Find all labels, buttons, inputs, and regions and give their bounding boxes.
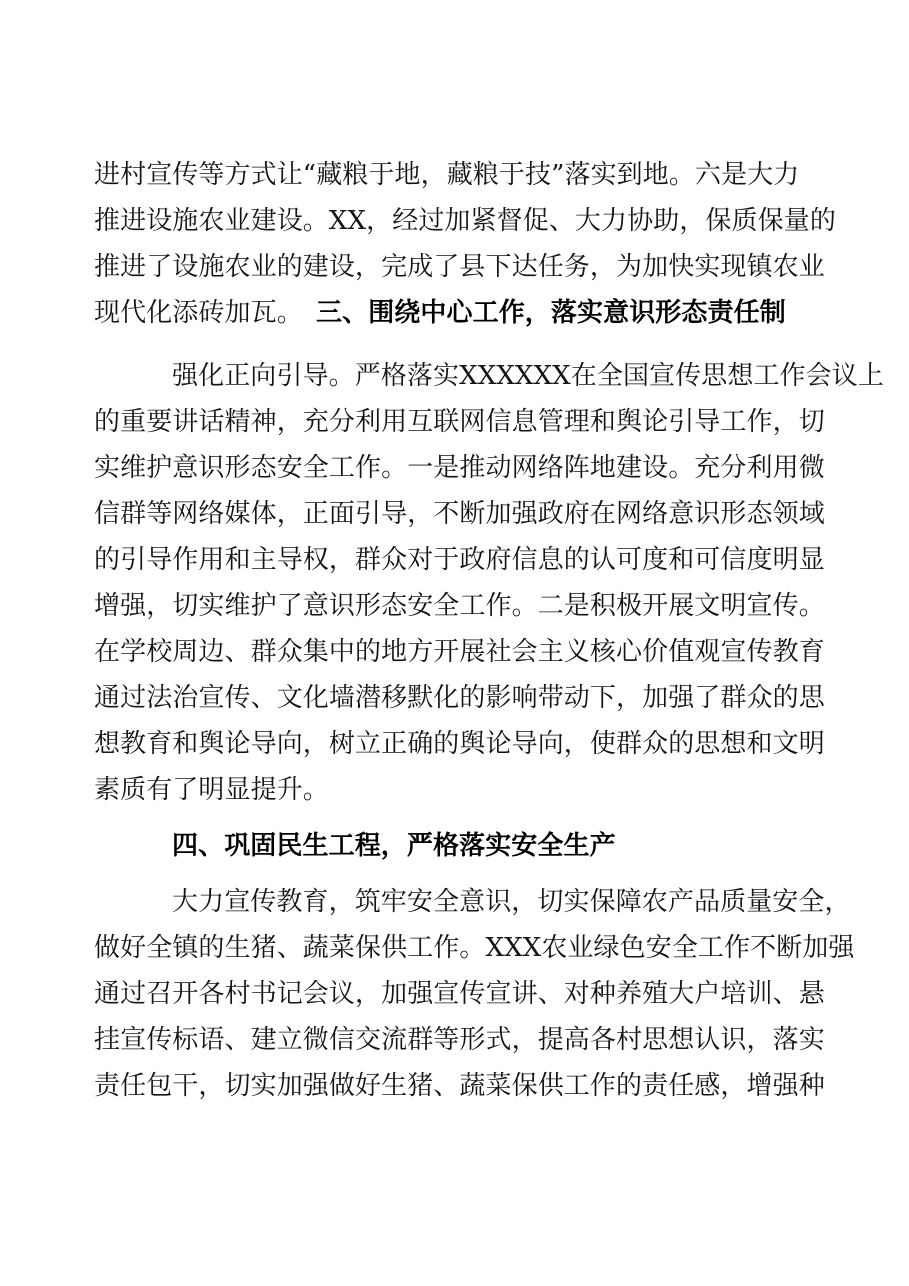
body-text-line: 在学校周边、群众集中的地方开展社会主义核心价值观宣传教育 xyxy=(94,637,825,667)
body-text-line: 信群等网络媒体，正面引导，不断加强政府在网络意识形态领域 xyxy=(94,499,825,529)
body-text-line: 进村宣传等方式让“藏粮于地，藏粮于技”落实到地。六是大力 xyxy=(94,160,800,190)
body-text-line: 通过召开各村书记会议，加强宣传宣讲、对种养殖大户培训、悬 xyxy=(94,979,825,1009)
body-text-line: 推进了设施农业的建设，完成了县下达任务，为加快实现镇农业 xyxy=(94,252,825,282)
section-heading-3: 三、围绕中心工作，落实意识形态责任制 xyxy=(316,298,786,328)
paragraph-first-line: 强化正向引导。严格落实XXXXXX在全国宣传思想工作会议上 xyxy=(172,361,884,391)
body-text-line: 的引导作用和主导权，群众对于政府信息的认可度和可信度明显 xyxy=(94,545,825,575)
body-text-line: 责任包干，切实加强做好生猪、蔬菜保供工作的责任感，增强种 xyxy=(94,1071,825,1101)
body-text-line: 现代化添砖加瓦。 xyxy=(94,298,303,328)
body-text-line: 的重要讲话精神，充分利用互联网信息管理和舆论引导工作，切 xyxy=(94,407,825,437)
body-text-line: 想教育和舆论导向，树立正确的舆论导向，使群众的思想和文明 xyxy=(94,729,825,759)
section-heading-4: 四、巩固民生工程，严格落实安全生产 xyxy=(172,831,616,861)
paragraph-first-line: 大力宣传教育，筑牢安全意识，切实保障农产品质量安全， xyxy=(172,887,851,917)
body-text-line: 素质有了明显提升。 xyxy=(94,775,329,805)
body-text-line: 实维护意识形态安全工作。一是推动网络阵地建设。充分利用微 xyxy=(94,453,825,483)
body-text-line: 推进设施农业建设。XX，经过加紧督促、大力协助，保质保量的 xyxy=(94,206,836,236)
body-text-line: 通过法治宣传、文化墙潜移默化的影响带动下，加强了群众的思 xyxy=(94,683,825,713)
body-text-line: 增强，切实维护了意识形态安全工作。二是积极开展文明宣传。 xyxy=(94,591,825,621)
body-text-line: 挂宣传标语、建立微信交流群等形式，提高各村思想认识，落实 xyxy=(94,1025,825,1055)
body-text-line: 做好全镇的生猪、蔬菜保供工作。XXX农业绿色安全工作不断加强 xyxy=(94,933,855,963)
